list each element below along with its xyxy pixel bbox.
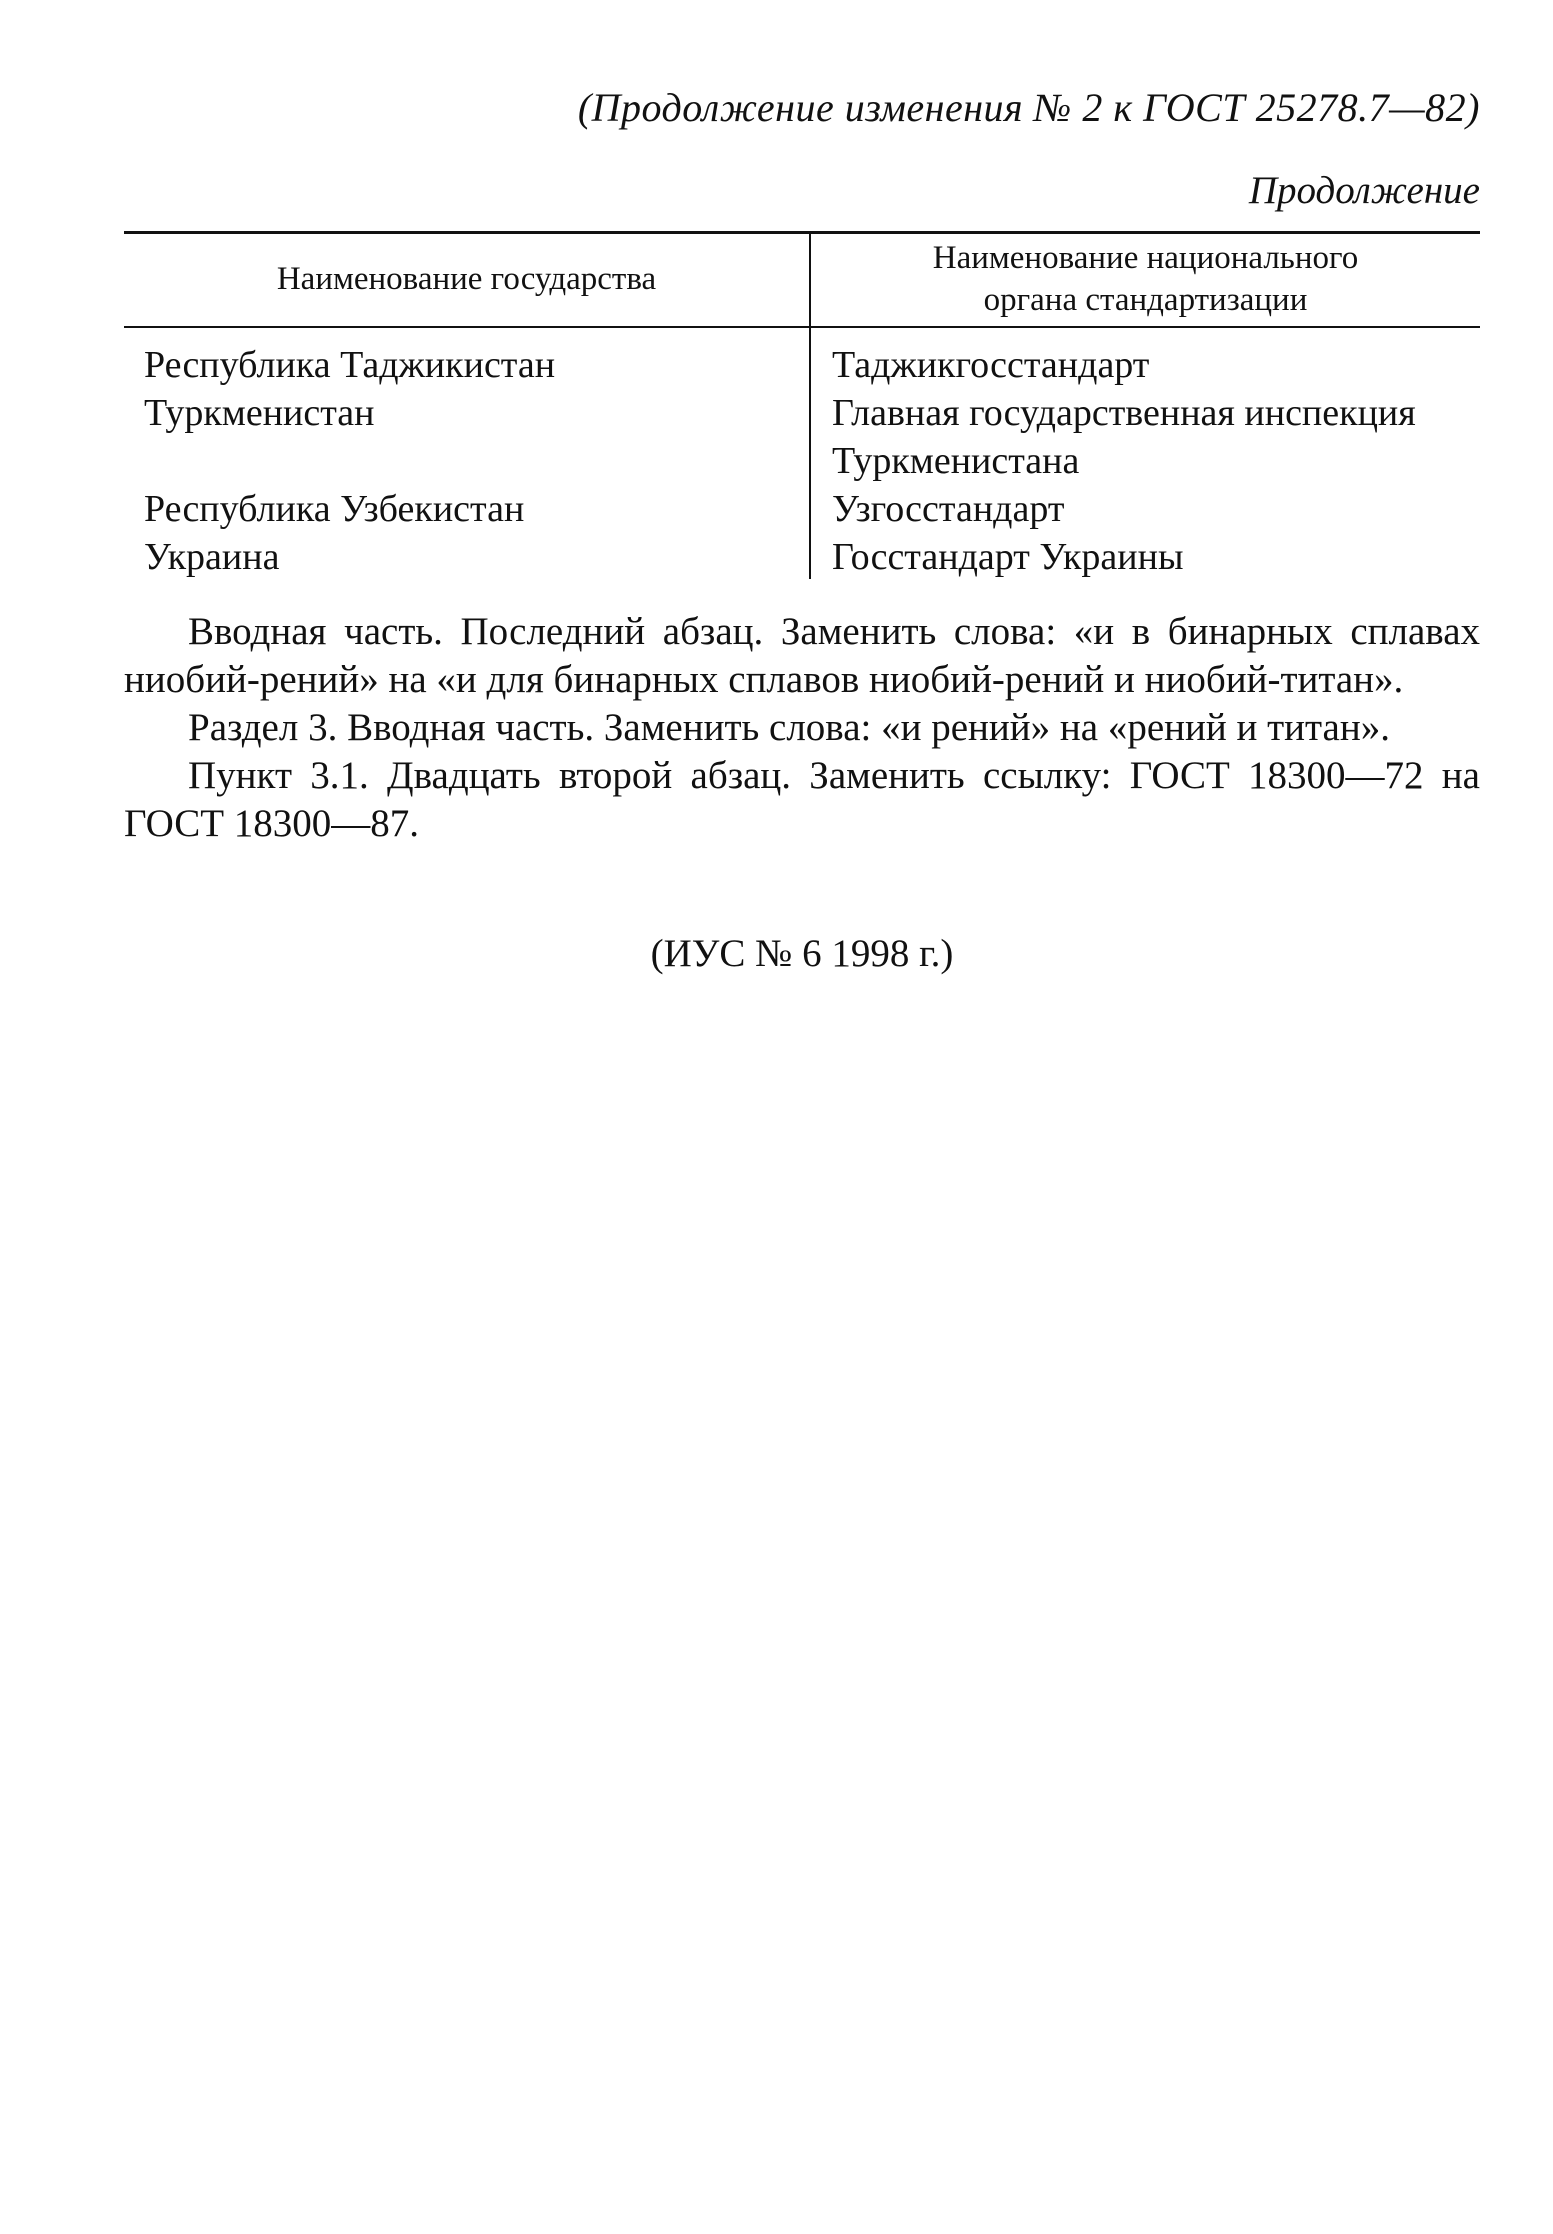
table-row <box>124 389 1480 485</box>
column-header-organ <box>811 231 1480 326</box>
document-header: (Продолжение изменения № 2 к ГОСТ 25278.7—82) <box>577 85 1480 130</box>
table-row <box>124 485 1480 533</box>
state-cell: Туркменистан <box>144 392 375 434</box>
organ-cell <box>809 485 1480 533</box>
table-row <box>124 341 1480 389</box>
organ-cell <box>809 341 1480 389</box>
amendment-text <box>124 608 1480 848</box>
state-cell: Украина <box>144 536 280 578</box>
paragraph-section-3: Раздел 3. Вводная часть. Заменить слова: «и рений» на «рений и титан». <box>188 706 1390 749</box>
continuation-label: Продолжение <box>1248 169 1480 212</box>
organ-line-continued: Туркменистана <box>832 440 1080 482</box>
column-header-organ-text: Наименование национального органа стандартизации <box>932 239 1359 318</box>
column-header-state: Наименование государства <box>276 260 657 297</box>
paragraph-intro: Вводная часть. Последний абзац. Заменить слова: «и в бинарных сплавах ниобий-рений» на «и для бинарных сплавов ниобий-рений и ниобий-титан». <box>124 610 1480 701</box>
source-reference: (ИУС № 6 1998 г.) <box>650 932 954 975</box>
organ-line: Главная государственная инспекция <box>832 392 1416 434</box>
paragraph-item-3-1: Пункт 3.1. Двадцать второй абзац. Заменить ссылку: ГОСТ 18300—72 на ГОСТ 18300—87. <box>124 754 1480 845</box>
organ-line: Госстандарт Украины <box>832 536 1184 578</box>
organ-cell <box>809 389 1480 485</box>
table-header-rule <box>124 326 1480 328</box>
table-body <box>124 341 1480 581</box>
state-cell: Республика Узбекистан <box>144 488 525 530</box>
organ-line: Таджикгосстандарт <box>832 344 1150 386</box>
table-row <box>124 533 1480 581</box>
standards-table <box>124 231 1480 579</box>
state-cell: Республика Таджикистан <box>144 344 556 386</box>
organ-cell <box>809 533 1480 581</box>
organ-line: Узгосстандарт <box>832 488 1065 530</box>
